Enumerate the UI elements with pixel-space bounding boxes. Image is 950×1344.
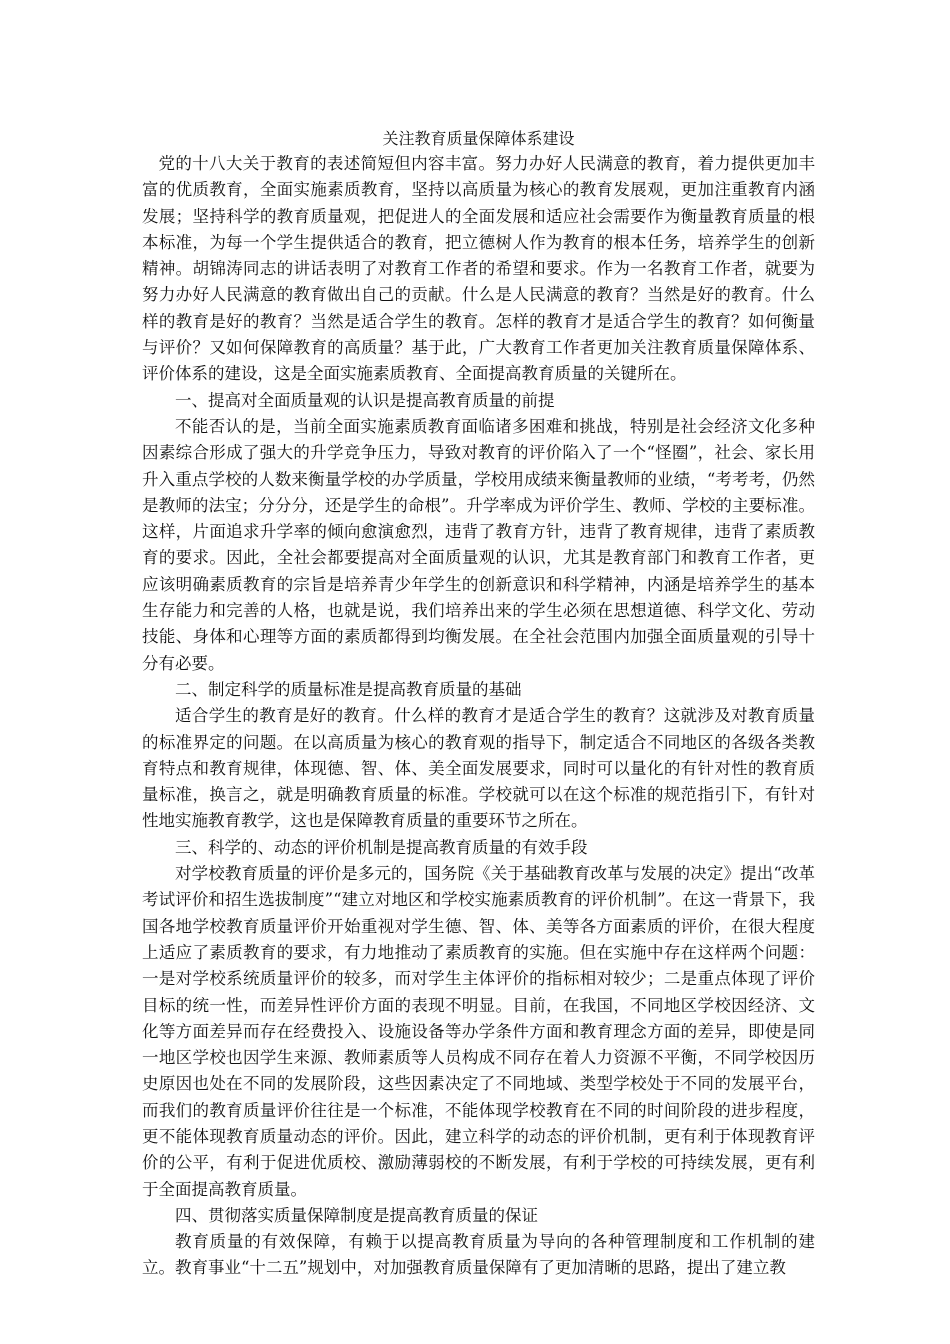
section-4-heading: 四、贯彻落实质量保障制度是提高教育质量的保证: [175, 1205, 538, 1225]
intro-paragraph: 党的十八大关于教育的表述简短但内容丰富。努力办好人民满意的教育，着力提供更加丰富的优质教育，全面实施素质教育，坚持以高质量为核心的教育发展观，更加注重教育内涵发展；坚持科学的教育质量观，把促进人的全面发展和适应社会需要作为衡量教育质量的根本标准，为每一个学生提供适合的教育，把立德树人作为教育的根本任务，培养学生的创新精神。胡锦涛同志的讲话表明了对教育工作者的希望和要求。作为一名教育工作者，就要为努力办好人民满意的教育做出自己的贡献。什么是人民满意的教育？当然是好的教育。什么样的教育是好的教育？当然是适合学生的教育。怎样的教育才是适合学生的教育？如何衡量与评价？又如何保障教育的高质量？基于此，广大教育工作者更加关注教育质量保障体系、评价体系的建设，这是全面实施素质教育、全面提高教育质量的关键所在。: [142, 154, 815, 384]
section-3-body: 对学校教育质量的评价是多元的，国务院《关于基础教育改革与发展的决定》提出“改革考试评价和招生选拔制度”“建立对地区和学校实施素质教育的评价机制”。在这一背景下，我国各地学校教育质量评价开始重视对学生德、智、体、美等各方面素质的评价，在很大程度上适应了素质教育的要求，有力地推动了素质教育的实施。但在实施中存在这样两个问题：一是对学校系统质量评价的较多，而对学生主体评价的指标相对较少；二是重点体现了评价目标的统一性，而差异性评价方面的表现不明显。目前，在我国，不同地区学校因经济、文化等方面差异而存在经费投入、设施设备等办学条件方面和教育理念方面的差异，即使是同一地区学校也因学生来源、教师素质等人员构成不同存在着人力资源不平衡，不同学校因历史原因也处在不同的发展阶段，这些因素决定了不同地域、类型学校处于不同的发展平台，而我们的教育质量评价往往是一个标准，不能体现学校教育在不同的时间阶段的进步程度，更不能体现教育质量动态的评价。因此，建立科学的动态的评价机制，更有利于体现教育评价的公平，有利于促进优质校、激励薄弱校的不断发展，有利于学校的可持续发展，更有利于全面提高教育质量。: [142, 864, 815, 1199]
section-1-heading: 一、提高对全面质量观的认识是提高教育质量的前提: [175, 390, 555, 410]
section-3-heading: 三、科学的、动态的评价机制是提高教育质量的有效手段: [175, 837, 588, 857]
section-4-body: 教育质量的有效保障，有赖于以提高教育质量为导向的各种管理制度和工作机制的建立。教育事业“十二五”规划中，对加强教育质量保障有了更加清晰的思路，提出了建立教: [142, 1232, 815, 1278]
section-2-heading: 二、制定科学的质量标准是提高教育质量的基础: [175, 679, 522, 699]
section-1-body: 不能否认的是，当前全面实施素质教育面临诸多困难和挑战，特别是社会经济文化多种因素综合形成了强大的升学竞争压力，导致对教育的评价陷入了一个“怪圈”，社会、家长用升入重点学校的人数来衡量学校的办学质量，学校用成绩来衡量教师的业绩，“考考考，仍然是教师的法宝；分分分，还是学生的命根”。升学率成为评价学生、教师、学校的主要标准。这样，片面追求升学率的倾向愈演愈烈，违背了教育方针，违背了教育规律，违背了素质教育的要求。因此，全社会都要提高对全面质量观的认识，尤其是教育部门和教育工作者，更应该明确素质教育的宗旨是培养青少年学生的创新意识和科学精神，内涵是培养学生的基本生存能力和完善的人格，也就是说，我们培养出来的学生必须在思想道德、科学文化、劳动技能、身体和心理等方面的素质都得到均衡发展。在全社会范围内加强全面质量观的引导十分有必要。: [142, 416, 815, 673]
document-title: 关注教育质量保障体系建设: [382, 129, 575, 148]
section-2-body: 适合学生的教育是好的教育。什么样的教育才是适合学生的教育？这就涉及对教育质量的标准界定的问题。在以高质量为核心的教育观的指导下，制定适合不同地区的各级各类教育特点和教育规律，体现德、智、体、美全面发展要求，同时可以量化的有针对性的教育质量标准，换言之，就是明确教育质量的标准。学校就可以在这个标准的规范指引下，有针对性地实施教育教学，这也是保障教育质量的重要环节之所在。: [142, 706, 815, 831]
